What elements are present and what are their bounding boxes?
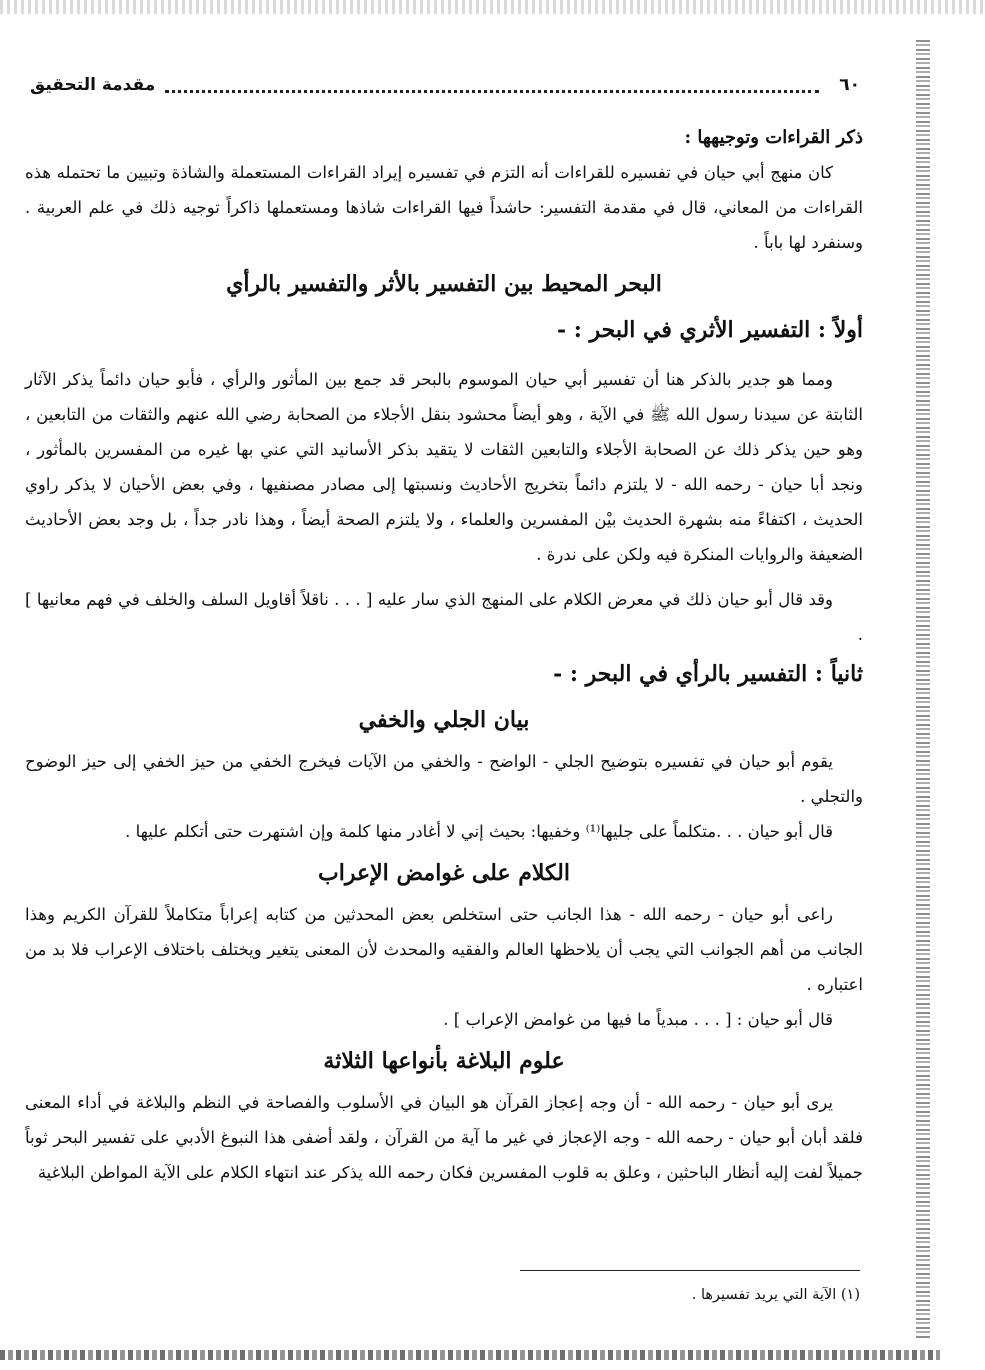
balagha-paragraph: يرى أبو حيان - رحمه الله - أن وجه إعجاز القرآن هو البيان في الأسلوب والفصاحة في النظم والبلاغة في أداء المعنى فلقد أبان أبو حيان - رحمه الله - وجه الإعجاز في غير ما آية من القرآن ، ولقد أضفى هذا النبوغ الأدبي على تفسير البحر ثوباً جميلاً لفت إليه أنظار الباحثين ، وعلق به قلوب المفسرين فكان رحمه الله يذكر عند انتهاء الكلام على الآية المواطن البلاغية [25,1093,863,1182]
jali-paragraph: يقوم أبو حيان في تفسيره بتوضيح الجلي - الواضح - والخفي من الآيات فيخرج الخفي من حيز الخفي إلى حيز الوضوح والتجلي . [25,752,863,806]
athari-paragraph: ومما هو جدير بالذكر هنا أن تفسير أبي حيان الموسوم بالبحر قد جمع بين المأثور والرأي ، فأبو حيان دائماً يذكر الآثار الثابتة عن سيدنا رسول الله ﷺ في الآية ، وهو أيضاً محشود بنقل الأجلاء من الصحابة رضي الله عنهم والثقات من التابعين ، وهو حين يذكر ذلك عن الصحابة الأجلاء والتابعين الثقات لا يتقيد بذكر الأسانيد التي عني بها غيره من المفسرين بالمأثور ، ونجد أبا حيان - رحمه الله - لا يلتزم دائماً بتخريج الأحاديث ونسبتها إلى مصادر مصنفيها ، وفي بعض الأحيان لا يذكر راوي الحديث ، اكتفاءً منه بشهرة الحديث بيْن المفسرين والعلماء ، ولا يلتزم الصحة أيضاً ، وهذا نادر جداً ، بل وجد بعض الأحاديث الضعيفة والروايات المنكرة فيه ولكن على ندرة . [25,370,863,564]
footnote-separator [520,1270,860,1271]
irab-paragraph: راعى أبو حيان - رحمه الله - هذا الجانب حتى استخلص بعض المحدثين من كتابه إعراباً متكاملاً للقرآن الكريم وهذا الجانب من أهم الجوانب التي يجب أن يلاحظها العالم والفقيه والمحدث لأن المعنى يتغير ويختلف باختلاف الإعراب فلا بد من اعتباره . [25,905,863,994]
balagha-heading: علوم البلاغة بأنواعها الثلاثة [323,1048,565,1074]
right-decorative-border [916,40,930,1340]
qiraat-paragraph: كان منهج أبي حيان في تفسيره للقراءات أنه التزم في تفسيره إيراد القراءات المستعملة والشاذة وتبيين ما تحتمله هذه القراءات من المعاني، قال في مقدمة التفسير: حاشداً فيها القراءات شاذها ومستعملها ذاكراً توجيه ذلك في علم العربية . وسنفرد لها باباً . [25,163,863,252]
bahr-heading: البحر المحيط بين التفسير بالأثر والتفسير بالرأي [226,271,662,297]
qiraat-title: ذكر القراءات وتوجيهها : [684,127,863,148]
running-title: مقدمة التحقيق [30,75,156,95]
irab-heading: الكلام على غوامض الإعراب [318,860,570,886]
rai-title: ثانياً : التفسير بالرأي في البحر : - [553,661,863,687]
header-dot-leader [165,78,819,93]
irab-quote: قال أبو حيان : [ . . . مبدياً ما فيها من غوامض الإعراب ] . [443,1010,833,1029]
bottom-decorative-border [0,1350,940,1360]
top-decorative-border [0,0,985,14]
page-number: ٦٠ [839,75,860,95]
jali-heading: بيان الجلي والخفي [358,707,530,733]
main-text [25,118,863,1190]
athari-quote: وقد قال أبو حيان ذلك في معرض الكلام على المنهج الذي سار عليه [ . . . ناقلاً أقاويل السلف والخلف في فهم معانيها ] . [25,590,863,644]
footnote: (١) الآية التي يريد تفسيرها . [691,1287,860,1303]
running-header [30,68,860,102]
jali-quote: قال أبو حيان . . .متكلماً على جليها⁽¹⁾ وخفيها: بحيث إني لا أغادر منها كلمة وإن اشتهرت حتى أتكلم عليها . [125,822,833,841]
athari-title: أولاً : التفسير الأثري في البحر : - [556,317,863,343]
